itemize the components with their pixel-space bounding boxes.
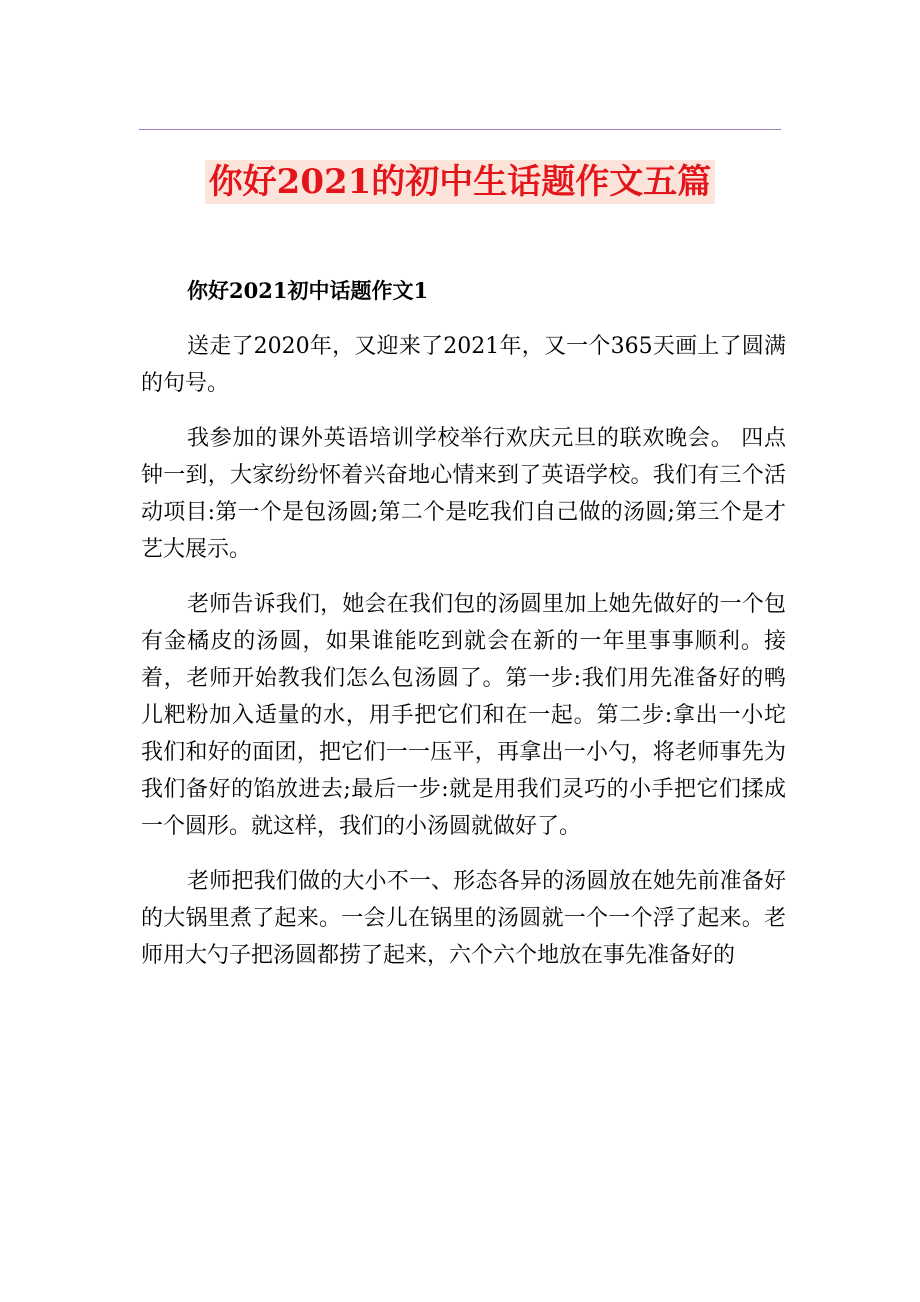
section-heading: 你好2021初中话题作文1: [187, 278, 429, 303]
document-body: [141, 272, 786, 992]
title-container: [0, 160, 920, 204]
header-rule: [139, 129, 781, 130]
paragraph-1: 送走了2020年，又迎来了2021年，又一个365天画上了圆满的句号。: [141, 334, 786, 396]
paragraph-2: 我参加的课外英语培训学校举行欢庆元旦的联欢晚会。 四点钟一到，大家纷纷怀着兴奋地心情来到了英语学校。我们有三个活动项目:第一个是包汤圆;第二个是吃我们自己做的汤圆;第三个是才艺大展示。: [141, 426, 786, 562]
document-title: 你好2021的初中生话题作文五篇: [205, 160, 716, 204]
paragraph-4: 老师把我们做的大小不一、形态各异的汤圆放在她先前准备好的大锅里煮了起来。一会儿在锅里的汤圆就一个一个浮了起来。老师用大勺子把汤圆都捞了起来，六个六个地放在事先准备好的: [141, 869, 786, 968]
paragraph-3: 老师告诉我们，她会在我们包的汤圆里加上她先做好的一个包有金橘皮的汤圆，如果谁能吃到就会在新的一年里事事顺利。接着，老师开始教我们怎么包汤圆了。第一步:我们用先准备好的鸭儿粑粉加入适量的水，用手把它们和在一起。第二步:拿出一小坨我们和好的面团，把它们一一压平，再拿出一小勺，将老师事先为我们备好的馅放进去;最后一步:就是用我们灵巧的小手把它们揉成一个圆形。就这样，我们的小汤圆就做好了。: [141, 592, 786, 839]
